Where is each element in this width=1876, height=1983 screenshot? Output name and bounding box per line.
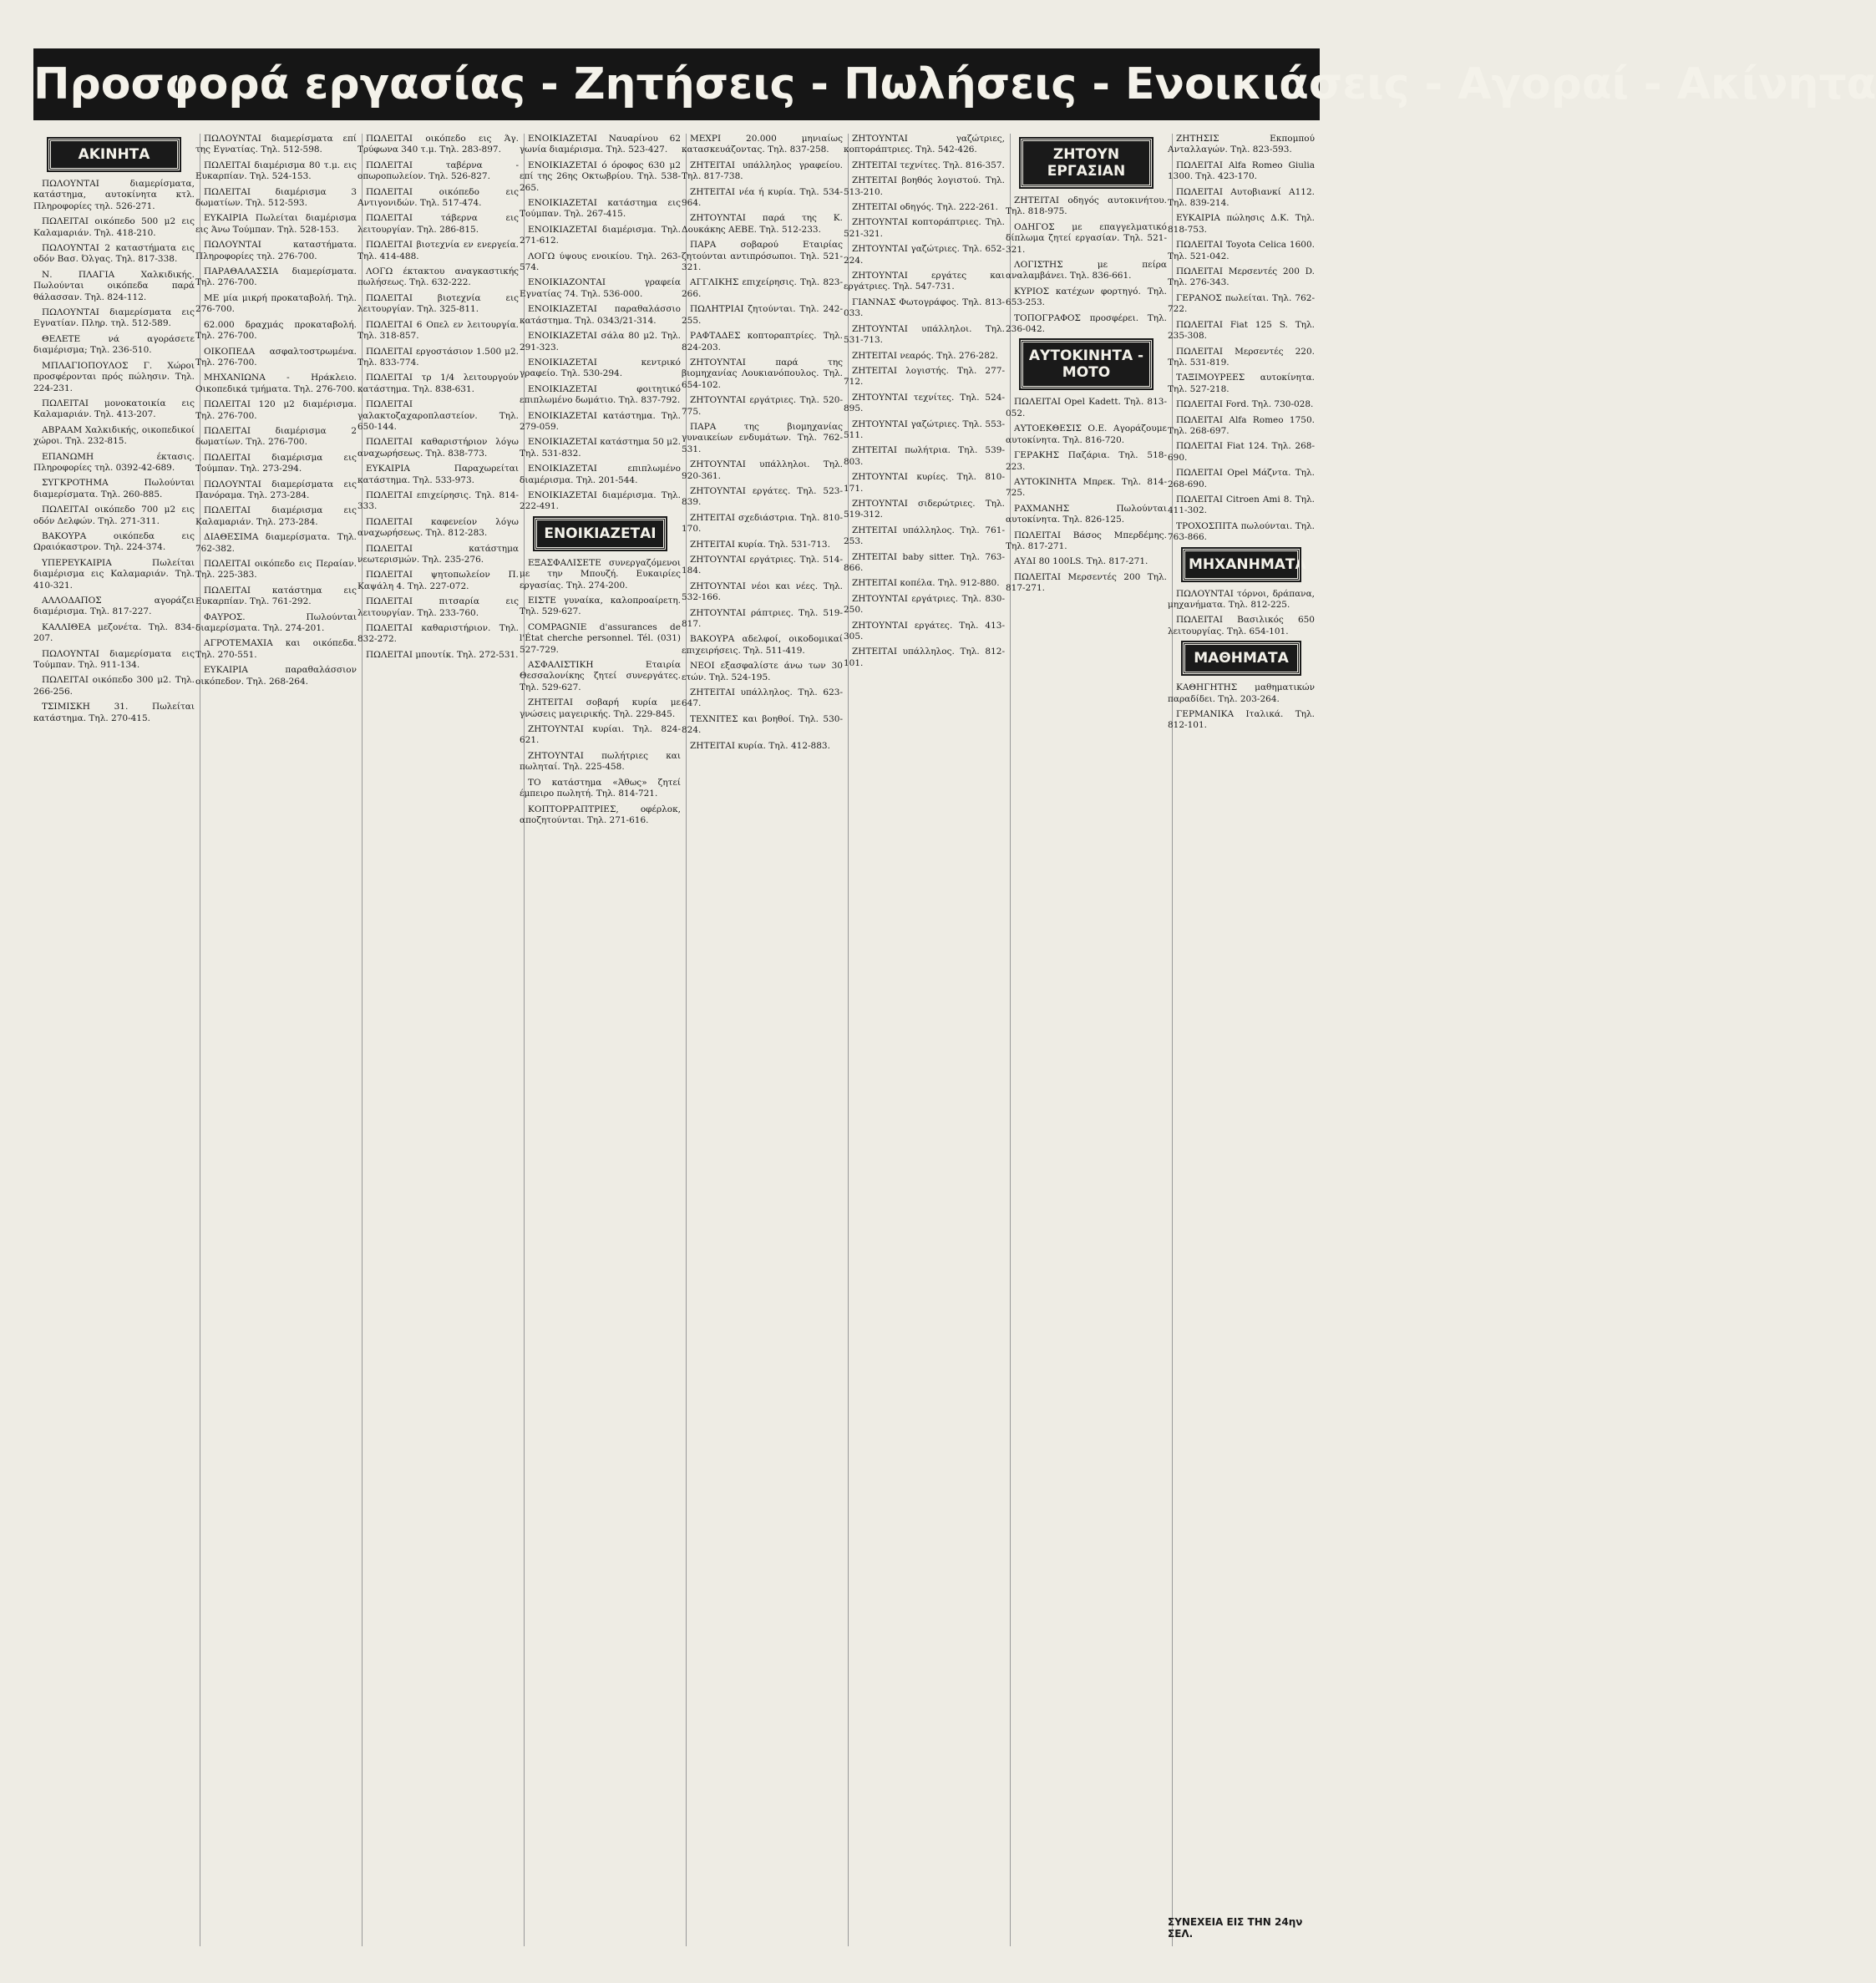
classified-ad: ΠΩΛΕΙΤΑΙ μονοκατοικία εις Καλαμαριάν. Τηλ. 413-207. bbox=[33, 398, 195, 420]
classified-ad: ΑΥΤΟΚΙΝΗΤΑ Μπρεκ. Τηλ. 814-725. bbox=[1006, 476, 1167, 499]
classified-ad: ΟΙΚΟΠΕΔΑ ασφαλτοστρωμένα. Τηλ. 276-700. bbox=[195, 346, 357, 368]
classified-ad: ΜΕ μία μικρή προκαταβολή. Τηλ. 276-700. bbox=[195, 292, 357, 315]
section-heading: ΕΝΟΙΚΙΑΖΕΤΑΙ bbox=[535, 518, 666, 550]
classified-ad: ΕΥΚΑΙΡΙΑ Πωλείται διαμέρισμα εις Άνω Τούμπαν. Τηλ. 528-153. bbox=[195, 213, 357, 235]
classified-ad: ΠΩΛΕΙΤΑΙ τρ 1/4 λειτουργούν κατάστημα. Τηλ. 838-631. bbox=[357, 373, 519, 394]
classified-ad: ΠΩΛΕΙΤΑΙ οικόπεδο 500 μ2 εις Καλαμαριάν. Τηλ. 418-210. bbox=[33, 216, 195, 238]
classified-ad: ΝΕΟΙ εξασφαλίστε άνω των 30 ετών. Τηλ. 524-195. bbox=[682, 661, 843, 682]
classified-ad: ΛΟΓΩ ύψους ενοικίου. Τηλ. 263-574. bbox=[520, 251, 681, 273]
classified-ad: ΓΕΡΜΑΝΙΚΑ Ιταλικά. Τηλ. 812-101. bbox=[1168, 709, 1315, 731]
classified-ad: ΕΝΟΙΚΙΑΖΕΤΑΙ κατάστημα 50 μ2. Τηλ. 531-832. bbox=[520, 437, 681, 459]
classified-ad: ΒΑΚΟΥΡΑ αδελφοί, οικοδομικαί επιχειρήσεις. Τηλ. 511-419. bbox=[682, 634, 843, 656]
classified-ad: ΠΩΛΕΙΤΑΙ οικόπεδο εις Άγ. Τρύφωνα 340 τ.μ. Τηλ. 283-897. bbox=[357, 134, 519, 155]
classified-ad: ΠΑΡΑΘΑΛΑΣΣΙΑ διαμερίσματα. Τηλ. 276-700. bbox=[195, 266, 357, 288]
classified-ad: Ν. ΠΛΑΓΙΑ Χαλκιδικής. Πωλούνται οικόπεδα παρά θάλασσαν. Τηλ. 824-112. bbox=[33, 269, 195, 302]
classified-ad: ΥΠΕΡΕΥΚΑΙΡΙΑ Πωλείται διαμέρισμα εις Καλαμαριάν. Τηλ. 410-321. bbox=[33, 557, 195, 591]
classified-ad: ΖΗΤΕΙΤΑΙ υπάλληλος. Τηλ. 623-647. bbox=[682, 687, 843, 709]
classified-ad: ΛΟΓΙΣΤΗΣ με πείρα αναλαμβάνει. Τηλ. 836-661. bbox=[1006, 260, 1167, 281]
classified-ad: ΖΗΤΟΥΝΤΑΙ παρά της Κ. Δουκάκης ΑΕΒΕ. Τηλ. 512-233. bbox=[682, 213, 843, 235]
classified-ad: ΠΩΛΕΙΤΑΙ γαλακτοζαχαροπλαστείον. Τηλ. 650-144. bbox=[357, 399, 519, 432]
classified-ad: ΖΗΤΗΣΙΣ Εκπομπού Ανταλλαγών. Τηλ. 823-593. bbox=[1168, 134, 1315, 155]
column-7 bbox=[1006, 134, 1173, 1946]
classified-ad: ΠΩΛΕΙΤΑΙ μπουτίκ. Τηλ. 272-531. bbox=[366, 649, 519, 660]
section-heading: ΜΑΘΗΜΑΤΑ bbox=[1183, 642, 1300, 674]
classified-ad: ΕΝΟΙΚΙΑΖΟΝΤΑΙ γραφεία Εγνατίας 74. Τηλ. 536-000. bbox=[520, 277, 681, 299]
classified-ad: ΕΝΟΙΚΙΑΖΕΤΑΙ κατάστημα εις Τούμπαν. Τηλ. 267-415. bbox=[520, 198, 681, 220]
classified-ad: ΠΩΛΟΥΝΤΑΙ 2 καταστήματα εις οδόν Βασ. Όλγας. Τηλ. 817-338. bbox=[33, 243, 195, 265]
classified-ad: ΠΩΛΟΥΝΤΑΙ διαμερίσματα επί της Εγνατίας. Τηλ. 512-598. bbox=[195, 134, 357, 155]
classified-ad: ΠΩΛΕΙΤΑΙ καθαριστήριον λόγω αναχωρήσεως. Τηλ. 838-773. bbox=[357, 437, 519, 459]
column-5 bbox=[682, 134, 849, 1946]
classified-ad: ΠΩΛΟΥΝΤΑΙ τόρνοι, δράπανα, μηχανήματα. Τηλ. 812-225. bbox=[1168, 588, 1315, 610]
classified-ad: ΖΗΤΟΥΝΤΑΙ σιδερώτριες. Τηλ. 519-312. bbox=[844, 498, 1005, 520]
classified-ad: ΠΩΛΕΙΤΑΙ Fiat 125 S. Τηλ. 235-308. bbox=[1168, 319, 1315, 342]
classified-ad: ΠΩΛΕΙΤΑΙ Μερσεντές 220. Τηλ. 531-819. bbox=[1168, 346, 1315, 368]
classified-ad: ΠΩΛΕΙΤΑΙ διαμέρισμα 3 δωματίων. Τηλ. 512-593. bbox=[195, 186, 357, 209]
classified-ad: ΤΣΙΜΙΣΚΗ 31. Πωλείται κατάστημα. Τηλ. 270-415. bbox=[33, 702, 195, 723]
ad-list bbox=[357, 134, 519, 661]
classified-ad: ΖΗΤΟΥΝΤΑΙ τεχνίτες. Τηλ. 524-895. bbox=[844, 392, 1005, 414]
classified-ad: ΕΝΟΙΚΙΑΖΕΤΑΙ παραθαλάσσιο κατάστημα. Τηλ. 0343/21-314. bbox=[520, 304, 681, 326]
classified-ad: ΠΩΛΕΙΤΑΙ κατάστημα νεωτερισμών. Τηλ. 235-276. bbox=[357, 543, 519, 565]
column-2 bbox=[195, 134, 363, 1946]
classified-ad: ΡΑΧΜΑΝΗΣ Πωλούνται αυτοκίνητα. Τηλ. 826-125. bbox=[1006, 503, 1167, 525]
classified-ad: ΠΩΛΕΙΤΑΙ Μερσεντές 200 Τηλ. 817-271. bbox=[1006, 571, 1167, 594]
classified-ad: ΕΝΟΙΚΙΑΖΕΤΑΙ Ναυαρίνου 62 γωνία διαμέρισμα. Τηλ. 523-427. bbox=[520, 134, 681, 155]
classified-ad: ΕΞΑΣΦΑΛΙΣΕΤΕ συνεργαζόμενοι με την Μπουζή. Ευκαιρίες εργασίας. Τηλ. 274-200. bbox=[520, 557, 681, 591]
classified-ad: ΖΗΤΕΙΤΑΙ κυρία. Τηλ. 412-883. bbox=[690, 740, 830, 751]
classified-ad: ΓΙΑΝΝΑΣ Φωτογράφος. Τηλ. 813-033. bbox=[844, 297, 1005, 319]
classified-ad: ΠΩΛΕΙΤΑΙ Μερσεντές 200 D. Τηλ. 276-343. bbox=[1168, 266, 1315, 288]
classified-ad: ΛΟΓΩ έκτακτου αναγκαστικής πωλήσεως. Τηλ. 632-222. bbox=[357, 266, 519, 288]
classified-ad: ΜΕΧΡΙ 20.000 μηνιαίως κατασκευάζοντας. Τηλ. 837-258. bbox=[682, 134, 843, 155]
classified-ad: ΠΩΛΕΙΤΑΙ Alfa Romeo Giulia 1300. Τηλ. 423-170. bbox=[1168, 160, 1315, 182]
classified-ad: ΠΩΛΕΙΤΑΙ πιτσαρία εις λειτουργίαν. Τηλ. 233-760. bbox=[357, 596, 519, 618]
section-heading: ΑΥΤΟΚΙΝΗΤΑ - ΜΟΤΟ bbox=[1021, 340, 1152, 388]
classified-ad: ΖΗΤΟΥΝΤΑΙ κυρίες. Τηλ. 810-171. bbox=[844, 472, 1005, 494]
classified-ad: ΖΗΤΕΙΤΑΙ υπάλληλος. Τηλ. 761-253. bbox=[844, 525, 1005, 547]
ad-list bbox=[1168, 589, 1315, 638]
classified-ad: ΠΩΛΕΙΤΑΙ βιοτεχνία εν ενεργεία. Τηλ. 414-488. bbox=[357, 240, 519, 261]
classified-ad: ΑΒΡΑΑΜ Χαλκιδικής, οικοπεδικοί χώροι. Τηλ. 232-815. bbox=[33, 424, 195, 447]
continuation-note: ΣΥΝΕΧΕΙΑ ΕΙΣ ΤΗΝ 24ην ΣΕΛ. bbox=[1168, 1916, 1303, 1940]
classified-ad: ΖΗΤΟΥΝΤΑΙ γαζώτριες. Τηλ. 652-224. bbox=[844, 244, 1005, 266]
classified-ad: ΠΩΛΕΙΤΑΙ οικόπεδο εις Περαίαν. Τηλ. 225-383. bbox=[195, 559, 357, 581]
classified-ad: ΠΩΛΕΙΤΑΙ Citroen Ami 8. Τηλ. 411-302. bbox=[1168, 494, 1315, 516]
classified-ad: ΖΗΤΟΥΝΤΑΙ υπάλληλοι. Τηλ. 531-713. bbox=[844, 323, 1005, 346]
classified-ad: ΑΣΦΑΛΙΣΤΙΚΗ Εταιρία Θεσσαλονίκης ζητεί συνεργάτες. Τηλ. 529-627. bbox=[520, 660, 681, 692]
classified-ad: ΑΓΓΛΙΚΗΣ επιχείρησις. Τηλ. 823-266. bbox=[682, 277, 843, 299]
section-heading: ΜΗΧΑΝΗΜΑΤΑ bbox=[1183, 549, 1300, 581]
classified-ad: ΠΩΛΕΙΤΑΙ βιοτεχνία εις λειτουργίαν. Τηλ. 325-811. bbox=[357, 292, 519, 315]
classified-ad: ΓΕΡΑΚΗΣ Παζάρια. Τηλ. 518-223. bbox=[1006, 450, 1167, 472]
classified-ad: ΕΠΑΝΩΜΗ έκτασις. Πληροφορίες τηλ. 0392-42-689. bbox=[33, 451, 195, 473]
classified-ad: ΠΩΛΕΙΤΑΙ Toyota Celica 1600. Τηλ. 521-042. bbox=[1168, 240, 1315, 261]
classified-ad: ΖΗΤΟΥΝΤΑΙ γαζώτριες, κοπτοράπτριες. Τηλ. 542-426. bbox=[844, 134, 1005, 155]
classified-ad: ΔΙΑΘΕΣΙΜΑ διαμερίσματα. Τηλ. 762-382. bbox=[195, 532, 357, 554]
classified-ad: ΖΗΤΕΙΤΑΙ σχεδιάστρια. Τηλ. 810-170. bbox=[682, 512, 843, 535]
classified-ad: ΠΩΛΕΙΤΑΙ εργοστάσιον 1.500 μ2. Τηλ. 833-774. bbox=[357, 346, 519, 368]
classified-ad: ΑΥΤΟΕΚΘΕΣΙΣ Ο.Ε. Αγοράζουμε αυτοκίνητα. Τηλ. 816-720. bbox=[1006, 423, 1167, 445]
classified-ad: ΜΗΧΑΝΙΩΝΑ - Ηράκλειο. Οικοπεδικά τμήματα. Τηλ. 276-700. bbox=[195, 373, 357, 394]
classified-ad: ΑΓΡΟΤΕΜΑΧΙΑ και οικόπεδα. Τηλ. 270-551. bbox=[195, 638, 357, 660]
classified-ad: ΠΩΛΕΙΤΑΙ επιχείρησις. Τηλ. 814-333. bbox=[357, 489, 519, 512]
classified-ad: ΠΩΛΕΙΤΑΙ Opel Kadett. Τηλ. 813-052. bbox=[1006, 397, 1167, 418]
ad-list bbox=[520, 558, 681, 827]
classified-ad: ΖΗΤΕΙΤΑΙ υπάλληλος γραφείου. Τηλ. 817-738. bbox=[682, 160, 843, 182]
classified-ad: ΕΝΟΙΚΙΑΖΕΤΑΙ διαμέρισμα. Τηλ. 271-612. bbox=[520, 224, 681, 246]
classified-ad: ΖΗΤΟΥΝΤΑΙ εργάτες. Τηλ. 523-839. bbox=[682, 485, 843, 508]
classified-ad: ΠΩΛΕΙΤΑΙ Βασιλικός 650 λειτουργίας. Τηλ. 654-101. bbox=[1168, 615, 1315, 636]
ad-list bbox=[520, 134, 681, 513]
classified-ad: ΖΗΤΕΙΤΑΙ νεαρός. Τηλ. 276-282. bbox=[852, 350, 998, 361]
classified-ad: ΕΝΟΙΚΙΑΖΕΤΑΙ κεντρικό γραφείο. Τηλ. 530-294. bbox=[520, 357, 681, 379]
classified-ad: ΠΩΛΕΙΤΑΙ οικόπεδο 300 μ2. Τηλ. 266-256. bbox=[33, 675, 195, 697]
classified-ad: ΠΩΛΕΙΤΑΙ Ford. Τηλ. 730-028. bbox=[1176, 399, 1314, 410]
classified-ad: COMPAGNIE d'assurances de l'État cherche personnel. Tél. (031) 527-729. bbox=[520, 621, 681, 655]
classified-ad: ΕΝΟΙΚΙΑΖΕΤΑΙ σάλα 80 μ2. Τηλ. 291-323. bbox=[520, 331, 681, 352]
classified-ad: ΠΩΛΟΥΝΤΑΙ διαμερίσματα εις Πανόραμα. Τηλ. 273-284. bbox=[195, 479, 357, 500]
columns-container bbox=[33, 134, 1320, 1946]
classified-ad: ΚΥΡΙΟΣ κατέχων φορτηγό. Τηλ. 653-253. bbox=[1006, 286, 1167, 308]
classified-ad: ΠΩΛΗΤΡΙΑΙ ζητούνται. Τηλ. 242-255. bbox=[682, 304, 843, 326]
classified-ad: ΚΟΠΤΟΡΡΑΠΤΡΙΕΣ, οφέρλοκ, αποζητούνται. Τηλ. 271-616. bbox=[520, 804, 681, 825]
classified-ad: ΖΗΤΟΥΝΤΑΙ κοπτοράπτριες. Τηλ. 521-321. bbox=[844, 217, 1005, 239]
classified-ad: ΟΔΗΓΟΣ με επαγγελματικό δίπλωμα ζητεί εργασίαν. Τηλ. 521-321. bbox=[1006, 221, 1167, 255]
classified-ad: ΘΕΛΕΤΕ νά αγοράσετε διαμέρισμα; Τηλ. 236-510. bbox=[33, 333, 195, 356]
classified-ad: ΠΩΛΟΥΝΤΑΙ διαμερίσματα εις Τούμπαν. Τηλ. 911-134. bbox=[33, 648, 195, 671]
column-6 bbox=[844, 134, 1011, 1946]
classified-ad: ΠΩΛΕΙΤΑΙ ψητοπωλείον Π. Καψάλη 4. Τηλ. 227-072. bbox=[357, 570, 519, 591]
classified-ad: ΕΝΟΙΚΙΑΖΕΤΑΙ κατάστημα. Τηλ. 279-059. bbox=[520, 410, 681, 432]
classified-ad: ΖΗΤΕΙΤΑΙ σοβαρή κυρία με γνώσεις μαγειρικής. Τηλ. 229-845. bbox=[520, 697, 681, 719]
classified-ad: ΠΩΛΕΙΤΑΙ Fiat 124. Τηλ. 268-690. bbox=[1168, 441, 1315, 463]
ad-list bbox=[33, 179, 195, 724]
classified-ad: ΕΙΣΤΕ γυναίκα, καλοπροαίρετη. Τηλ. 529-627. bbox=[520, 596, 681, 617]
classified-ad: ΖΗΤΟΥΝΤΑΙ εργάτριες. Τηλ. 830-250. bbox=[844, 593, 1005, 616]
classified-ad: ΕΝΟΙΚΙΑΖΕΤΑΙ επιπλωμένο διαμέρισμα. Τηλ. 201-544. bbox=[520, 464, 681, 485]
classified-ad: ΖΗΤΟΥΝΤΑΙ υπάλληλοι. Τηλ. 920-361. bbox=[682, 459, 843, 481]
classified-ad: 62.000 δραχμάς προκαταβολή. Τηλ. 276-700. bbox=[195, 319, 357, 342]
classified-ad: ΠΩΛΕΙΤΑΙ 120 μ2 διαμέρισμα. Τηλ. 276-700. bbox=[195, 399, 357, 421]
ad-list bbox=[844, 134, 1005, 669]
classified-ad: ΑΥΔΙ 80 100LS. Τηλ. 817-271. bbox=[1014, 556, 1148, 567]
classified-ad: ΠΩΛΕΙΤΑΙ οικόπεδο εις Αντιγονιδών. Τηλ. 517-474. bbox=[357, 186, 519, 209]
column-3 bbox=[357, 134, 525, 1946]
classified-ad: ΠΩΛΕΙΤΑΙ Βάσος Μπερδέμης. Τηλ. 817-271. bbox=[1006, 530, 1167, 551]
classified-ad: ΖΗΤΟΥΝΤΑΙ κυρίαι. Τηλ. 824-621. bbox=[520, 724, 681, 746]
classified-ad: ΚΑΛΛΙΘΕΑ μεζονέτα. Τηλ. 834-207. bbox=[33, 621, 195, 644]
column-4 bbox=[520, 134, 687, 1946]
classified-ad: ΠΩΛΕΙΤΑΙ οικόπεδο 700 μ2 εις οδόν Δελφών. Τηλ. 271-311. bbox=[33, 505, 195, 526]
classified-ad: ΖΗΤΕΙΤΑΙ κοπέλα. Τηλ. 912-880. bbox=[852, 578, 1000, 589]
classified-ad: ΠΩΛΕΙΤΑΙ Alfa Romeo 1750. Τηλ. 268-697. bbox=[1168, 414, 1315, 436]
classified-ad: ΠΩΛΟΥΝΤΑΙ καταστήματα. Πληροφορίες τηλ. 276-700. bbox=[195, 240, 357, 261]
classified-ad: ΖΗΤΟΥΝΤΑΙ ράπτριες. Τηλ. 519-817. bbox=[682, 607, 843, 630]
ad-list bbox=[1168, 134, 1315, 544]
classified-ad: ΡΑΦΤΑΔΕΣ κοπτοραπτρίες. Τηλ. 824-203. bbox=[682, 331, 843, 352]
classified-ad: ΠΩΛΕΙΤΑΙ 6 Οπελ εν λειτουργία. Τηλ. 318-857. bbox=[357, 319, 519, 342]
classified-ad: ΖΗΤΟΥΝΤΑΙ εργάτες. Τηλ. 413-305. bbox=[844, 620, 1005, 642]
classified-ad: ΕΥΚΑΙΡΙΑ πώλησις Δ.Κ. Τηλ. 818-753. bbox=[1168, 213, 1315, 235]
classified-ad: ΑΛΛΟΔΑΠΟΣ αγοράζει διαμέρισμα. Τηλ. 817-227. bbox=[33, 596, 195, 617]
classified-ad: ΕΝΟΙΚΙΑΖΕΤΑΙ διαμέρισμα. Τηλ. 222-491. bbox=[520, 489, 681, 512]
classified-ad: ΣΥΓΚΡΟΤΗΜΑ Πωλούνται διαμερίσματα. Τηλ. 260-885. bbox=[33, 478, 195, 500]
classified-ad: ΠΩΛΕΙΤΑΙ διαμέρισμα 80 τ.μ. εις Ευκαρπίαν. Τηλ. 524-153. bbox=[195, 160, 357, 182]
classified-ad: ΖΗΤΕΙΤΑΙ υπάλληλος. Τηλ. 812-101. bbox=[844, 647, 1005, 668]
ad-list bbox=[682, 134, 843, 752]
classified-ad: ΤΟΠΟΓΡΑΦΟΣ προσφέρει. Τηλ. 236-042. bbox=[1006, 312, 1167, 335]
classified-ad: ΠΩΛΕΙΤΑΙ κατάστημα εις Ευκαρπίαν. Τηλ. 761-292. bbox=[195, 585, 357, 607]
classified-ad: ΖΗΤΕΙΤΑΙ πωλήτρια. Τηλ. 539-803. bbox=[844, 445, 1005, 467]
classified-ad: ΕΥΚΑΙΡΙΑ Παραχωρείται κατάστημα. Τηλ. 533-973. bbox=[357, 464, 519, 485]
column-8 bbox=[1168, 134, 1320, 1946]
classified-ad: ΖΗΤΟΥΝΤΑΙ πωλήτριες και πωληταί. Τηλ. 225-458. bbox=[520, 750, 681, 773]
classified-ad: ΜΠΛΑΓΙΟΠΟΥΛΟΣ Γ. Χώροι προσφέρονται πρός πώλησιν. Τηλ. 224-231. bbox=[33, 360, 195, 393]
classified-ad: ΖΗΤΟΥΝΤΑΙ εργάτριες. Τηλ. 520-775. bbox=[682, 395, 843, 417]
classified-ad: ΠΩΛΕΙΤΑΙ διαμέρισμα 2 δωματίων. Τηλ. 276-700. bbox=[195, 425, 357, 448]
classified-ad: ΕΝΟΙΚΙΑΖΕΤΑΙ ό όροφος 630 μ2 επί της 26ης Οκτωβρίου. Τηλ. 538-265. bbox=[520, 160, 681, 193]
classified-ad: ΦΑΥΡΟΣ. Πωλούνται διαμερίσματα. Τηλ. 274-201. bbox=[195, 611, 357, 634]
ad-list bbox=[1168, 682, 1315, 732]
classified-ad: ΖΗΤΟΥΝΤΑΙ γαζώτριες. Τηλ. 553-511. bbox=[844, 418, 1005, 440]
classified-ad: ΠΩΛΕΙΤΑΙ τάβερνα εις λειτουργίαν. Τηλ. 286-815. bbox=[357, 213, 519, 235]
classified-ad: ΠΑΡΑ της βιομηχανίας γυναικείων ενδυμάτων. Τηλ. 762-531. bbox=[682, 421, 843, 454]
classified-ad: ΖΗΤΕΙΤΑΙ τεχνίτες. Τηλ. 816-357. bbox=[852, 160, 1005, 170]
classified-ad: ΖΗΤΕΙΤΑΙ βοηθός λογιστού. Τηλ. 513-210. bbox=[844, 175, 1005, 197]
ad-list bbox=[1006, 397, 1167, 594]
banner-title: Προσφορά εργασίας - Ζητήσεις - Πωλήσεις - Ενοικιάσεις - Αγοραί - Ακίνητα bbox=[33, 48, 1320, 120]
classified-ad: ΠΩΛΕΙΤΑΙ καθαριστήριον. Τηλ. 832-272. bbox=[357, 623, 519, 645]
classified-ad: ΓΕΡΑΝΟΣ πωλείται. Τηλ. 762-722. bbox=[1168, 292, 1315, 315]
classified-ad: ΖΗΤΕΙΤΑΙ οδηγός. Τηλ. 222-261. bbox=[852, 202, 999, 213]
classified-ad: ΠΩΛΕΙΤΑΙ ταβέρνα - οπωροπωλείον. Τηλ. 526-827. bbox=[357, 160, 519, 182]
ad-list bbox=[195, 134, 357, 687]
classified-ad: ΒΑΚΟΥΡΑ οικόπεδα εις Ωραιόκαστρον. Τηλ. 224-374. bbox=[33, 530, 195, 553]
classified-ad: ΕΝΟΙΚΙΑΖΕΤΑΙ φοιτητικό επιπλωμένο δωμάτιο. Τηλ. 837-792. bbox=[520, 383, 681, 406]
classified-ad: ΖΗΤΕΙΤΑΙ λογιστής. Τηλ. 277-712. bbox=[844, 365, 1005, 388]
classified-ad: ΠΩΛΟΥΝΤΑΙ διαμερίσματα, κατάστημα, αυτοκίνητα κτλ. Πληροφορίες τηλ. 526-271. bbox=[33, 179, 195, 211]
classified-ad: ΖΗΤΟΥΝΤΑΙ εργάτες και εργάτριες. Τηλ. 547-731. bbox=[844, 271, 1005, 292]
classified-ad: ΤΑΞΙΜΟΥΡΕΕΣ αυτοκίνητα. Τηλ. 527-218. bbox=[1168, 373, 1315, 394]
classified-ad: ΖΗΤΕΙΤΑΙ νέα ή κυρία. Τηλ. 534-964. bbox=[682, 186, 843, 209]
classified-ad: ΤΕΧΝΙΤΕΣ και βοηθοί. Τηλ. 530-824. bbox=[682, 713, 843, 736]
classified-ad: ΖΗΤΟΥΝΤΑΙ νέοι και νέες. Τηλ. 532-166. bbox=[682, 581, 843, 603]
column-1 bbox=[33, 134, 200, 1946]
classified-ad: ΤΡΟΧΟΣΠΙΤΑ πωλούνται. Τηλ. 763-866. bbox=[1168, 520, 1315, 543]
classified-ad: ΚΑΘΗΓΗΤΗΣ μαθηματικών παραδίδει. Τηλ. 203-264. bbox=[1168, 682, 1315, 704]
classified-ad: ΕΥΚΑΙΡΙΑ παραθαλάσσιον οικόπεδον. Τηλ. 268-264. bbox=[195, 665, 357, 687]
classified-ad: ΤΟ κατάστημα «Άθως» ζητεί έμπειρο πωλητή. Τηλ. 814-721. bbox=[520, 777, 681, 799]
classified-ad: ΠΩΛΕΙΤΑΙ Αυτοβιανκί Α112. Τηλ. 839-214. bbox=[1168, 186, 1315, 209]
classified-ad: ΖΗΤΟΥΝΤΑΙ παρά της βιομηχανίας Λουκιανόπουλος. Τηλ. 654-102. bbox=[682, 357, 843, 390]
classified-ad: ΖΗΤΕΙΤΑΙ κυρία. Τηλ. 531-713. bbox=[690, 539, 830, 550]
classified-ad: ΠΑΡΑ σοβαρού Εταιρίας ζητούνται αντιπρόσωποι. Τηλ. 521-321. bbox=[682, 240, 843, 273]
classified-ad: ΠΩΛΕΙΤΑΙ καφενείον λόγω αναχωρήσεως. Τηλ. 812-283. bbox=[357, 516, 519, 539]
classified-ad: ΖΗΤΕΙΤΑΙ baby sitter. Τηλ. 763-866. bbox=[844, 551, 1005, 573]
classified-ad: ΖΗΤΕΙΤΑΙ οδηγός αυτοκινήτου. Τηλ. 818-975. bbox=[1006, 195, 1167, 217]
classified-ad: ΖΗΤΟΥΝΤΑΙ εργάτριες. Τηλ. 514-184. bbox=[682, 555, 843, 576]
classified-ad: ΠΩΛΕΙΤΑΙ Opel Μάζντα. Τηλ. 268-690. bbox=[1168, 468, 1315, 489]
classified-ad: ΠΩΛΕΙΤΑΙ διαμέρισμα εις Τούμπαν. Τηλ. 273-294. bbox=[195, 452, 357, 474]
section-heading: ΑΚΙΝΗΤΑ bbox=[48, 139, 180, 170]
classified-ad: ΠΩΛΟΥΝΤΑΙ διαμερίσματα εις Εγνατίαν. Πληρ. τηλ. 512-589. bbox=[33, 307, 195, 329]
ad-list bbox=[1006, 195, 1167, 335]
classified-ad: ΠΩΛΕΙΤΑΙ διαμέρισμα εις Καλαμαριάν. Τηλ. 273-284. bbox=[195, 505, 357, 527]
section-heading: ΖΗΤΟΥΝ ΕΡΓΑΣΙΑΝ bbox=[1021, 139, 1152, 187]
